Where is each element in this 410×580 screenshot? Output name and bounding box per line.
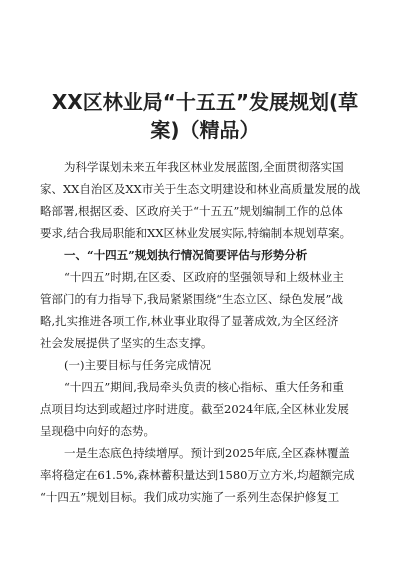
document-title-line-2: 案)（精品） [150, 118, 260, 142]
document-page: XX区林业局“十五五”发展规划(草 案)（精品） 为科学谋划未来五年我区林业发展蓝图,全面贯彻落实国 家、XX自治区及XX市关于生态文明建设和林业高质量发展的战 略部署,根据区委、区政府关于“十五五”规划编制工作的总体 要求,结合我局职能和XX区林业发展实际,特编制本规划草案。 一、“十四五”规划执行情况简要评估与形势分析 “十四五”时期,在区委、区政府的坚强领导和上级林业主 管部门的有力指导下,我局紧紧围绕“生态立区、绿色发展”战 略,扎实推进各项工作,林业事业取得了显著成效,为全区经济 社会发展提供了坚实的生态支撑。 (一)主要目标与任务完成情况 “十四五”期间,我局牵头负责的核心指标、重大任务和重 点项目均达到或超过序时进度。截至2024年底,全区林业发展 呈现稳中向好的态势。 一是生态底色持续增厚。预计到2025年底,全区森林覆盖 率将稳定在61.5%,森林蓄积量达到1580万立方米,均超额完成 “十四五”规划目标。我们成功实施了一系列生态保护修复工 [0, 0, 410, 580]
document-title-line-1: XX区林业局“十五五”发展规划(草 [51, 90, 359, 114]
